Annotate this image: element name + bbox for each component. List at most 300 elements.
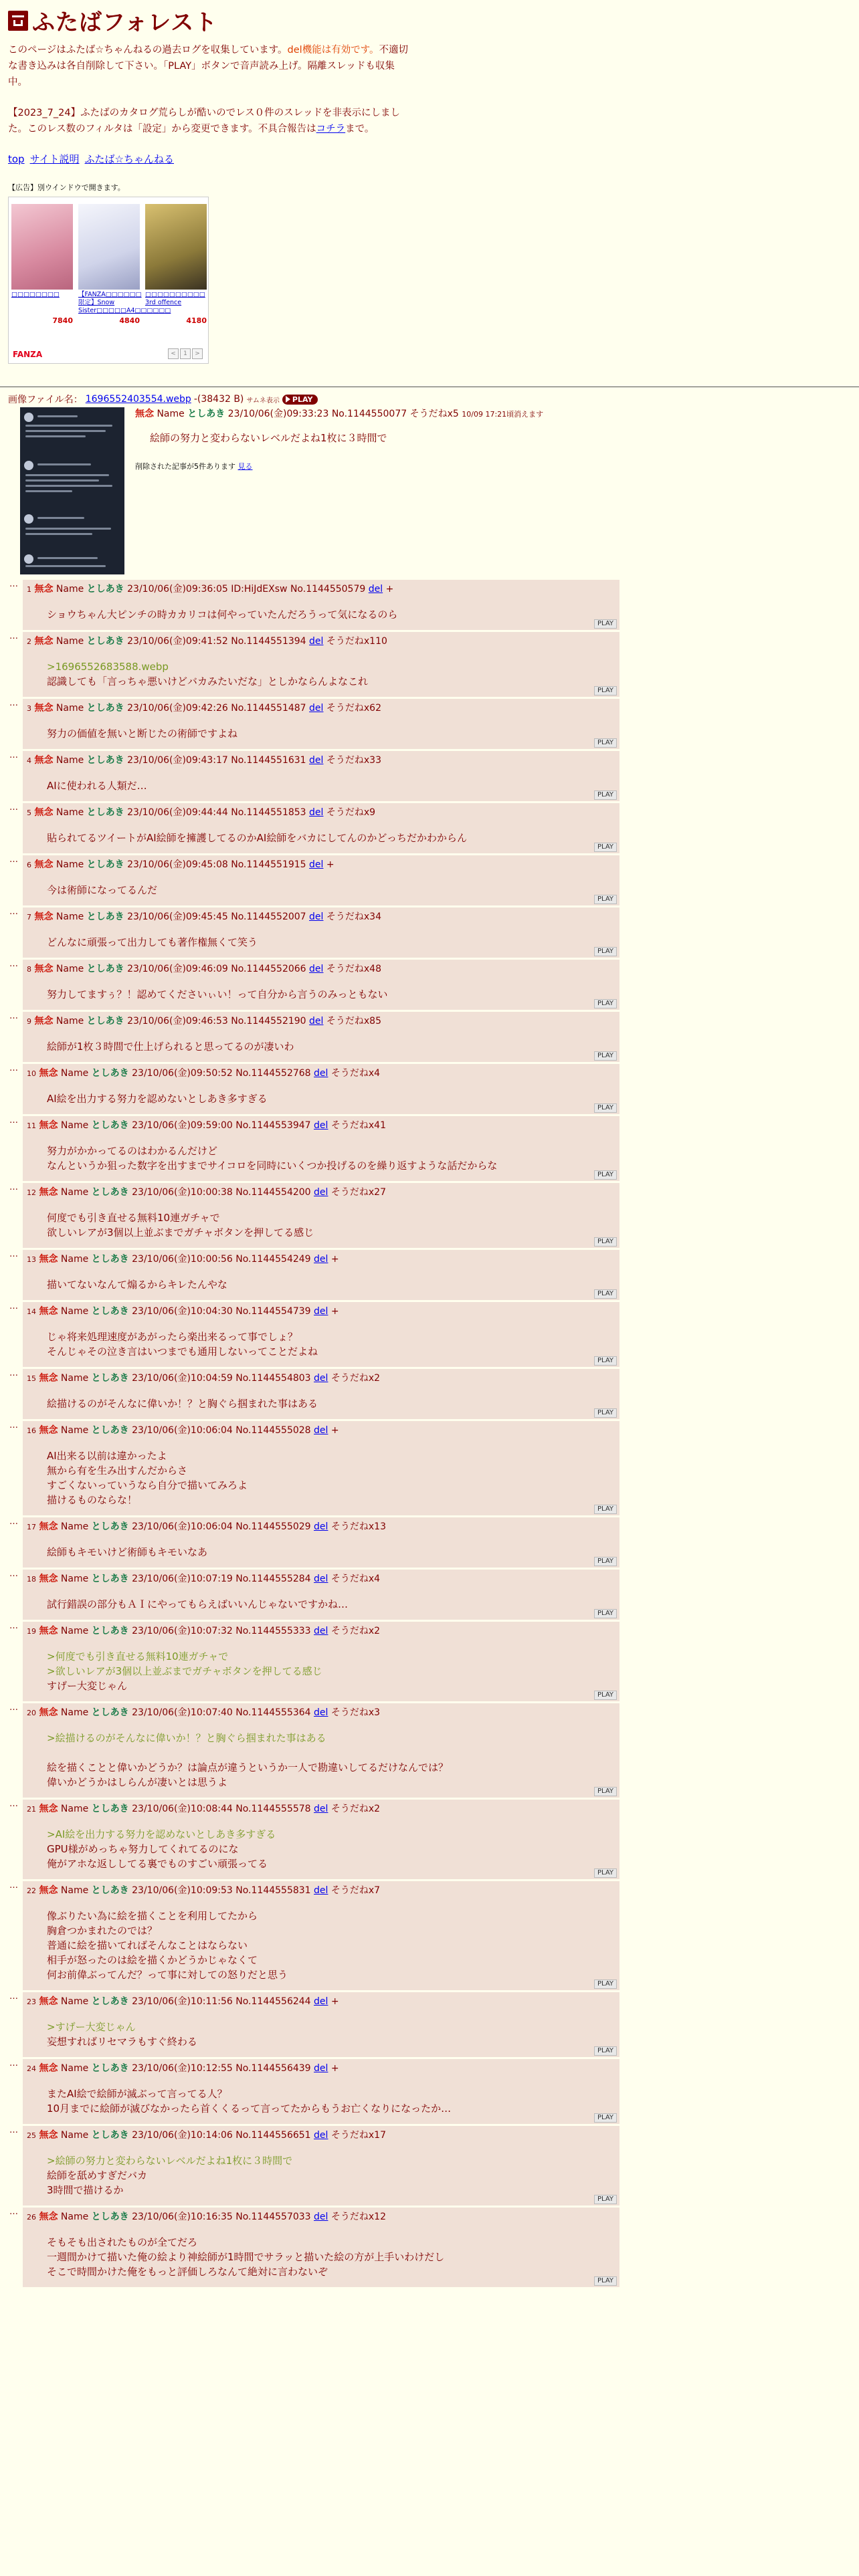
reply-index: 1 — [27, 585, 31, 594]
del-button[interactable]: del — [309, 755, 324, 766]
del-button[interactable]: del — [314, 1254, 328, 1265]
soudane-button[interactable]: + — [330, 1306, 339, 1317]
soudane-button[interactable]: + — [326, 859, 335, 870]
soudane-button[interactable]: そうだねx27 — [330, 1187, 386, 1198]
reply-post — [23, 1622, 619, 1701]
reply-row — [8, 1881, 851, 1990]
post-subject: 無念 — [39, 1187, 58, 1198]
soudane-button[interactable]: そうだねx4 — [330, 1574, 381, 1584]
reply-row — [8, 960, 851, 1010]
soudane-button[interactable]: + — [385, 584, 394, 595]
name-label: Name — [60, 1373, 89, 1384]
reply-marker: … — [9, 802, 18, 813]
del-button[interactable]: del — [314, 1187, 328, 1198]
reply-row — [8, 580, 851, 630]
reply-play-button[interactable]: PLAY — [594, 1691, 617, 1700]
reply-play-button[interactable]: PLAY — [594, 619, 617, 629]
post-number[interactable]: No.1144555578 — [235, 1804, 311, 1814]
text-line — [25, 528, 111, 530]
reply-header — [27, 910, 615, 924]
post-datetime: 23/10/06(金)10:12:55 — [132, 2063, 233, 2074]
reply-body — [47, 987, 615, 1002]
reply-index: 4 — [27, 756, 31, 765]
soudane-button[interactable]: + — [330, 2063, 339, 2074]
reply-index: 6 — [27, 861, 31, 869]
post-subject: 無念 — [39, 1707, 58, 1718]
text-line: 欲しいレアが3個以上並ぶまでガチャボタンを押してる感じ — [47, 1226, 314, 1239]
del-button[interactable]: del — [309, 911, 324, 922]
poster-name: としあき — [86, 636, 124, 647]
quote-line: >絵師の努力と変わらないレベルだよね1枚に３時間で — [47, 2155, 293, 2167]
poster-name: としあき — [91, 1626, 129, 1636]
reply-header — [27, 582, 615, 597]
post-datetime: 23/10/06(金)09:45:08 — [127, 859, 228, 870]
reply-marker: … — [9, 1881, 18, 1891]
reply-play-button[interactable]: PLAY — [594, 1505, 617, 1514]
reply-index: 20 — [27, 1709, 36, 1717]
del-button[interactable]: del — [314, 1626, 328, 1636]
name-label: Name — [56, 703, 84, 714]
reply-play-button[interactable]: PLAY — [594, 1170, 617, 1180]
soudane-button[interactable]: そうだねx9 — [326, 807, 376, 818]
del-button[interactable]: del — [314, 2212, 328, 2222]
reply-marker: … — [9, 855, 18, 865]
text-line — [25, 425, 112, 427]
text-line: 貼られてるツイートがAI絵師を擁護してるのかAI絵師をバカにしてんのかどっちだかわからん — [47, 832, 468, 844]
post-datetime: 23/10/06(金)09:42:26 — [127, 703, 228, 714]
reply-marker: … — [9, 1569, 18, 1579]
reply-play-button[interactable]: PLAY — [594, 895, 617, 904]
reply-header — [27, 1572, 615, 1586]
name-label: Name — [56, 807, 84, 818]
name-label: Name — [56, 636, 84, 647]
del-button[interactable]: del — [314, 1574, 328, 1584]
post-datetime: 23/10/06(金)09:43:17 — [127, 755, 228, 766]
poster-name: としあき — [91, 1521, 129, 1532]
del-button[interactable]: del — [309, 636, 324, 647]
post-subject: 無念 — [39, 2063, 58, 2074]
ad-page-button[interactable]: 1 — [180, 348, 191, 359]
post-subject: 無念 — [34, 911, 54, 922]
post-datetime: 23/10/06(金)10:14:06 — [132, 2130, 233, 2141]
text-line: 俺がアホな返ししてる裏でものすごい頑張ってる — [47, 1858, 268, 1870]
text-line: 何お前偉ぶってんだ？って事に対しての怒りだと思う — [47, 1969, 288, 1981]
report-link[interactable]: コチラ — [316, 124, 346, 134]
reply-post — [23, 960, 619, 1010]
avatar-icon — [24, 413, 33, 422]
soudane-button[interactable]: そうだねx17 — [330, 2130, 386, 2141]
reply-row — [8, 1517, 851, 1568]
poster-name: としあき — [86, 859, 124, 870]
soudane-button[interactable]: そうだねx7 — [330, 1885, 381, 1896]
reply-index: 2 — [27, 637, 31, 646]
soudane-button[interactable]: そうだねx2 — [330, 1804, 381, 1814]
post-number[interactable]: No.1144550579 — [290, 584, 366, 595]
reply-index: 18 — [27, 1575, 36, 1584]
post-number[interactable]: No.1144553947 — [235, 1120, 311, 1131]
del-button[interactable]: del — [309, 807, 324, 818]
soudane-button[interactable]: そうだねx4 — [330, 1068, 381, 1079]
post-number[interactable]: No.1144554200 — [235, 1187, 311, 1198]
del-button[interactable]: del — [314, 2063, 328, 2074]
reply-marker: … — [9, 1182, 18, 1192]
post-subject: 無念 — [34, 755, 54, 766]
reply-header — [27, 754, 615, 768]
reply-play-button[interactable]: PLAY — [594, 2276, 617, 2286]
reply-play-button[interactable]: PLAY — [594, 686, 617, 695]
reply-header — [27, 1253, 615, 1267]
reply-play-button[interactable]: PLAY — [594, 1609, 617, 1618]
del-button[interactable]: del — [309, 1016, 324, 1027]
reply-post — [23, 632, 619, 697]
reply-marker: … — [9, 1063, 18, 1073]
del-button[interactable]: del — [314, 1707, 328, 1718]
reply-row — [8, 632, 851, 697]
file-size: -(38432 B) — [193, 394, 244, 405]
text-line: 今は術師になってるんだ — [47, 884, 158, 896]
post-number[interactable]: No.1144556651 — [235, 2130, 311, 2141]
avatar-icon — [24, 461, 33, 470]
reply-row — [8, 1302, 851, 1367]
name-label: Name — [60, 1306, 89, 1317]
reply-play-button[interactable]: PLAY — [594, 1868, 617, 1878]
reply-play-button[interactable]: PLAY — [594, 1979, 617, 1989]
reply-play-button[interactable]: PLAY — [594, 1051, 617, 1061]
post-number[interactable]: No.1144551394 — [231, 636, 306, 647]
reply-header — [27, 1372, 615, 1386]
reply-header — [27, 635, 615, 649]
text-line: 一週間かけて描いた俺の絵より神絵師が1時間でサラッと描いた絵の方が上手いわけだし — [47, 2251, 445, 2263]
reply-row — [8, 699, 851, 749]
ad-brand: FANZA — [13, 350, 43, 359]
reply-body — [47, 2235, 615, 2279]
soudane-button[interactable]: + — [330, 1996, 339, 2007]
post-number[interactable]: No.1144555029 — [235, 1521, 311, 1532]
post-subject: 無念 — [34, 807, 54, 818]
poster-name: としあき — [86, 964, 124, 974]
reply-play-button[interactable]: PLAY — [594, 947, 617, 956]
reply-index: 9 — [27, 1017, 31, 1026]
header — [0, 0, 859, 364]
post-number[interactable]: No.1144555364 — [235, 1707, 311, 1718]
post-number[interactable]: No.1144551853 — [231, 807, 306, 818]
del-button[interactable]: del — [314, 1068, 328, 1079]
nav-about[interactable]: サイト説明 — [29, 153, 80, 165]
post-number[interactable]: No.1144554249 — [235, 1254, 311, 1265]
post-subject: 無念 — [39, 1254, 58, 1265]
post-subject: 無念 — [39, 1804, 58, 1814]
reply-body — [47, 1827, 615, 1871]
reply-index: 21 — [27, 1805, 36, 1814]
reply-marker: … — [9, 1992, 18, 2002]
site-logo[interactable] — [8, 4, 851, 37]
post-number[interactable]: No.1144555333 — [235, 1626, 311, 1636]
soudane-button[interactable]: そうだねx2 — [330, 1626, 381, 1636]
del-button[interactable]: del — [314, 1373, 328, 1384]
reply-index: 10 — [27, 1069, 36, 1078]
nav-futaba[interactable]: ふたば☆ちゃんねる — [84, 153, 174, 165]
text-line: じゃ将来処理速度があがったら楽出来るって事でしょ？ — [47, 1331, 298, 1343]
reply-header — [27, 1884, 615, 1898]
ad-banner[interactable] — [8, 197, 209, 364]
reply-post — [23, 907, 619, 958]
quote-line: >AI絵を出力する努力を認めないとしあき多すぎる — [47, 1828, 276, 1840]
poster-name: としあき — [86, 807, 124, 818]
reply-row — [8, 1116, 851, 1181]
text-line: GPU様がめっちゃ努力してくれてるのにな — [47, 1843, 239, 1855]
quote-line: >欲しいレアが3個以上並ぶまでガチャボタンを押してる感じ — [47, 1665, 322, 1677]
reply-list — [8, 580, 851, 2287]
text-line — [25, 474, 109, 476]
del-button[interactable]: del — [309, 859, 324, 870]
ad-item-price: 4180 — [186, 316, 207, 325]
reply-play-button[interactable]: PLAY — [594, 1237, 617, 1247]
text-line — [25, 430, 106, 432]
name-label: Name — [56, 755, 84, 766]
reply-index: 22 — [27, 1887, 36, 1895]
soudane-button[interactable]: そうだねx85 — [326, 1016, 381, 1027]
reply-play-button[interactable]: PLAY — [594, 1103, 617, 1113]
del-button[interactable]: del — [309, 703, 324, 714]
text-line: そんじゃその泣き言はいつまでも通用しないってことだよね — [47, 1346, 318, 1358]
play-button[interactable] — [282, 395, 318, 405]
reply-row — [8, 1012, 851, 1062]
site-title: ふたばフォレスト — [32, 9, 218, 36]
post-datetime: 23/10/06(金)09:33:23 — [227, 409, 329, 419]
ad-item[interactable] — [11, 204, 73, 325]
reply-header — [27, 1802, 615, 1816]
reply-body — [47, 883, 615, 897]
text-line: ショウちゃん大ピンチの時カカリコは何やっていたんだろうって気になるのら — [47, 609, 398, 621]
text-line: なんというか狙った数字を出すまでサイコロを同時にいくつか投げるのを繰り返すような話だからな — [47, 1160, 498, 1172]
post-subject: 無念 — [34, 964, 54, 974]
post-subject: 無念 — [34, 1016, 54, 1027]
soudane-button[interactable]: + — [330, 1425, 339, 1436]
reply-header — [27, 1119, 615, 1133]
reply-post — [23, 855, 619, 905]
poster-name: としあき — [91, 1996, 129, 2007]
ad-item-name: 【FANZA□□□□□□限定】Snow Sister□□□□□A4□□□□□□ — [78, 291, 171, 314]
op-text: 絵師の努力と変わらないレベルだよね1枚に３時間で — [150, 432, 387, 444]
nav-top[interactable]: top — [8, 153, 25, 165]
post-number[interactable]: No.1144550077 — [331, 409, 407, 419]
post-number[interactable]: No.1144554739 — [235, 1306, 311, 1317]
file-link[interactable]: 1696552403554.webp — [85, 394, 191, 405]
del-button[interactable]: del — [314, 2130, 328, 2141]
name-label: Name — [60, 1068, 89, 1079]
post-subject: 無念 — [39, 2130, 58, 2141]
del-button[interactable]: del — [314, 1885, 328, 1896]
reply-play-button[interactable]: PLAY — [594, 2046, 617, 2056]
reply-index: 26 — [27, 2213, 36, 2222]
reply-index: 5 — [27, 809, 31, 817]
soudane-button[interactable]: そうだねx2 — [330, 1373, 381, 1384]
post-subject: 無念 — [39, 2212, 58, 2222]
post-number[interactable]: No.1144556244 — [235, 1996, 311, 2007]
text-line: すごくないっていうなら自分で描いてみろよ — [47, 1479, 248, 1491]
reply-marker: … — [9, 1249, 18, 1259]
thread-thumbnail[interactable] — [20, 407, 124, 574]
soudane-button[interactable]: そうだねx110 — [326, 636, 387, 647]
soudane-button[interactable]: そうだねx48 — [326, 964, 381, 974]
reply-row — [8, 1421, 851, 1515]
post-number[interactable]: No.1144552066 — [231, 964, 306, 974]
show-deleted-link[interactable]: 見る — [237, 462, 253, 471]
reply-body — [47, 1144, 615, 1173]
post-datetime: 23/10/06(金)10:00:38 — [132, 1187, 233, 1198]
post-number[interactable]: No.1144551487 — [231, 703, 306, 714]
reply-marker: … — [9, 1799, 18, 1809]
reply-post — [23, 1703, 619, 1798]
ad-item[interactable] — [78, 204, 171, 325]
reply-header — [27, 1186, 615, 1200]
reply-body — [47, 2153, 615, 2197]
reply-row — [8, 1703, 851, 1798]
file-info — [8, 393, 851, 406]
avatar-icon — [24, 554, 33, 564]
text-line: AI出来る以前は違かったよ — [47, 1450, 167, 1462]
post-subject: 無念 — [39, 1626, 58, 1636]
reply-header — [27, 806, 615, 820]
del-button[interactable]: del — [314, 1306, 328, 1317]
reply-row — [8, 907, 851, 958]
reply-marker: … — [9, 1011, 18, 1021]
reply-header — [27, 2129, 615, 2143]
ad-item-price: 7840 — [52, 316, 73, 325]
reply-play-button[interactable]: PLAY — [594, 1408, 617, 1418]
reply-play-button[interactable]: PLAY — [594, 1289, 617, 1299]
del-button[interactable]: del — [309, 964, 324, 974]
post-number[interactable]: No.1144552768 — [235, 1068, 311, 1079]
text-line: 絵師が1枚３時間で仕上げられると思ってるのが凄いわ — [47, 1041, 294, 1053]
soudane-button[interactable]: そうだねx3 — [330, 1707, 381, 1718]
quote-line: >1696552683588.webp — [47, 661, 169, 673]
poster-name: としあき — [91, 1120, 129, 1131]
soudane-button[interactable]: そうだねx34 — [326, 911, 381, 922]
soudane-button[interactable]: + — [330, 1254, 339, 1265]
thumb-toggle[interactable]: サムネ表示 — [246, 397, 280, 405]
ad-item-name: □□□□□□□□□□ 3rd offence — [145, 291, 205, 306]
post-number[interactable]: No.1144552190 — [231, 1016, 306, 1027]
reply-post — [23, 1302, 619, 1367]
soudane-button[interactable]: そうだねx12 — [330, 2212, 386, 2222]
reply-play-button[interactable]: PLAY — [594, 2195, 617, 2204]
soudane-button[interactable]: そうだねx13 — [330, 1521, 386, 1532]
quote-line: >絵描けるのがそんなに偉いか！？と胸ぐら掴まれた事はある — [47, 1732, 326, 1744]
post-datetime: 23/10/06(金)09:44:44 — [127, 807, 228, 818]
ad-next-button[interactable]: > — [192, 348, 203, 359]
reply-row — [8, 1622, 851, 1701]
post-number[interactable]: No.1144555284 — [235, 1574, 311, 1584]
reply-header — [27, 702, 615, 716]
ad-prev-button[interactable]: < — [168, 348, 179, 359]
del-button[interactable]: del — [314, 1996, 328, 2007]
post-number[interactable]: No.1144551631 — [231, 755, 306, 766]
post-number[interactable]: No.1144556439 — [235, 2063, 311, 2074]
ad-item[interactable] — [145, 204, 207, 325]
soudane-button[interactable]: そうだねx5 — [409, 409, 459, 419]
reply-row — [8, 2208, 851, 2287]
del-button[interactable]: del — [314, 1804, 328, 1814]
name-label: Name — [60, 1187, 89, 1198]
thread — [0, 393, 859, 2287]
soudane-button[interactable]: そうだねx33 — [326, 755, 381, 766]
poster-name: としあき — [187, 409, 225, 419]
text-line: 努力してますぅ？！認めてくださいぃい！って自分から言うのみっともない — [47, 988, 388, 1000]
reply-index: 25 — [27, 2131, 36, 2140]
reply-play-button[interactable]: PLAY — [594, 790, 617, 800]
reply-post — [23, 1421, 619, 1515]
poster-name: としあき — [91, 1306, 129, 1317]
del-button[interactable]: del — [314, 1120, 328, 1131]
reply-play-button[interactable]: PLAY — [594, 843, 617, 852]
name-label: Name — [60, 2212, 89, 2222]
reply-header — [27, 1624, 615, 1638]
poster-name: としあき — [91, 1804, 129, 1814]
soudane-button[interactable]: そうだねx41 — [330, 1120, 386, 1131]
reply-body — [47, 1039, 615, 1054]
reply-post — [23, 1064, 619, 1114]
post-datetime: 23/10/06(金)10:06:04 — [132, 1425, 233, 1436]
poster-name: としあき — [86, 1016, 124, 1027]
post-number[interactable]: No.1144551915 — [231, 859, 306, 870]
reply-post — [23, 699, 619, 749]
del-button[interactable]: del — [314, 1425, 328, 1436]
notice-text: まで。 — [345, 124, 375, 134]
del-button[interactable]: del — [368, 584, 383, 595]
reply-play-button[interactable]: PLAY — [594, 999, 617, 1008]
text-line: 絵を描くことと偉いかどうか？は論点が違うというか一人で勘違いしてるだけなんでは？ — [47, 1761, 449, 1774]
notice-text: このページはふたば☆ちゃんねるの過去ログを収集しています。 — [8, 45, 288, 56]
reply-header — [27, 1014, 615, 1029]
reply-play-button[interactable]: PLAY — [594, 738, 617, 748]
name-label: Name — [60, 1521, 89, 1532]
reply-play-button[interactable]: PLAY — [594, 2113, 617, 2123]
post-number[interactable]: No.1144555028 — [235, 1425, 311, 1436]
post-number[interactable]: No.1144555831 — [235, 1885, 311, 1896]
reply-play-button[interactable]: PLAY — [594, 1356, 617, 1366]
post-subject: 無念 — [135, 409, 154, 419]
text-line: 相手が怒ったのは絵を描くかどうかじゃなくて — [47, 1954, 258, 1966]
poster-name: としあき — [91, 1425, 129, 1436]
reply-post — [23, 1800, 619, 1879]
reply-index: 24 — [27, 2064, 36, 2073]
post-datetime: 23/10/06(金)10:07:40 — [132, 1707, 233, 1718]
reply-post — [23, 580, 619, 630]
ad-pager — [168, 348, 203, 359]
reply-index: 17 — [27, 1523, 36, 1531]
post-number[interactable]: No.1144557033 — [235, 2212, 311, 2222]
op-body — [135, 407, 851, 574]
reply-header — [27, 2210, 615, 2224]
post-subject: 無念 — [34, 636, 54, 647]
reply-marker: … — [9, 2058, 18, 2068]
reply-row — [8, 1183, 851, 1248]
reply-marker: … — [9, 2125, 18, 2135]
del-button[interactable]: del — [314, 1521, 328, 1532]
soudane-button[interactable]: そうだねx62 — [326, 703, 381, 714]
post-subject: 無念 — [39, 1306, 58, 1317]
reply-marker: … — [9, 750, 18, 760]
name-label: Name — [60, 1626, 89, 1636]
post-number[interactable]: No.1144554803 — [235, 1373, 311, 1384]
name-label: Name — [60, 1574, 89, 1584]
post-number[interactable]: No.1144552007 — [231, 911, 306, 922]
reply-play-button[interactable]: PLAY — [594, 1787, 617, 1796]
quote-line: >何度でも引き直せる無料10連ガチャで — [47, 1650, 229, 1662]
name-label: Name — [56, 1016, 84, 1027]
reply-play-button[interactable]: PLAY — [594, 1557, 617, 1566]
